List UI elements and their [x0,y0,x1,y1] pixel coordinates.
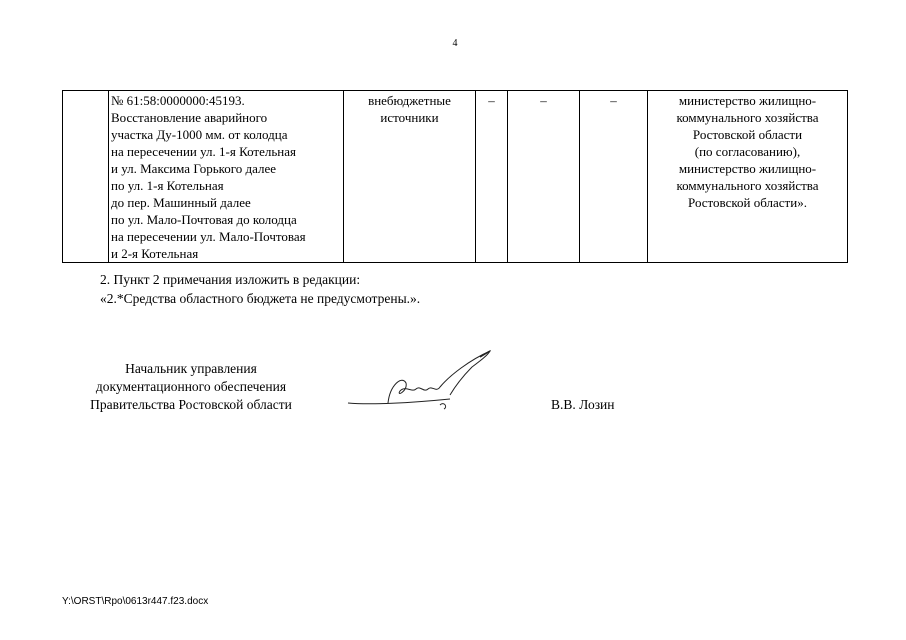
amount-cell-3: – [580,91,648,263]
responsible-line: министерство жилищно- [678,93,817,108]
amount-cell-2: – [508,91,580,263]
description-line: на пересечении ул. 1-я Котельная [111,144,297,159]
paragraph-item-2: 2. Пункт 2 примечания изложить в редакции: [100,272,361,287]
description-line: до пер. Машинный далее [111,195,251,210]
position-line: Начальник управления [125,361,257,376]
description-line: Восстановление аварийного [111,110,268,125]
program-table [62,90,848,263]
amount-cell-1: – [476,91,508,263]
paragraph-quote: «2.*Средства областного бюджета не предусмотрены.». [100,291,421,306]
description-line: участка Ду-1000 мм. от колодца [111,127,288,142]
table-row [63,91,848,263]
description-line: по ул. 1-я Котельная [111,178,224,193]
position-line: документационного обеспечения [95,379,287,394]
file-path-footer: Y:\ORST\Rpo\0613r447.f23.docx [62,596,209,607]
description-line: на пересечении ул. Мало-Почтовая [111,229,306,244]
description-line: и ул. Максима Горького далее [111,161,277,176]
responsible-line: (по согласованию), [694,144,801,159]
responsible-line: Ростовской области [692,127,803,142]
responsible-line: коммунального хозяйства [676,178,819,193]
responsible-line: коммунального хозяйства [676,110,819,125]
description-cell [109,91,344,263]
row-number-cell [63,91,109,263]
signatory-position [62,360,320,414]
position-line: Правительства Ростовской области [90,397,292,412]
description-line: по ул. Мало-Почтовая до колодца [111,212,297,227]
responsible-line: министерство жилищно- [678,161,817,176]
responsible-cell [648,91,848,263]
signatory-name: В.В. Лозин [551,397,615,412]
description-line: № 61:58:0000000:45193. [111,93,245,108]
description-line: и 2-я Котельная [111,246,199,261]
responsible-line: Ростовской области». [688,195,807,210]
page-number: 4 [452,38,458,49]
handwritten-signature [340,345,500,420]
funding-source-cell [344,91,476,263]
funding-source-line: источники [380,110,439,125]
funding-source-line: внебюджетные [368,93,451,108]
